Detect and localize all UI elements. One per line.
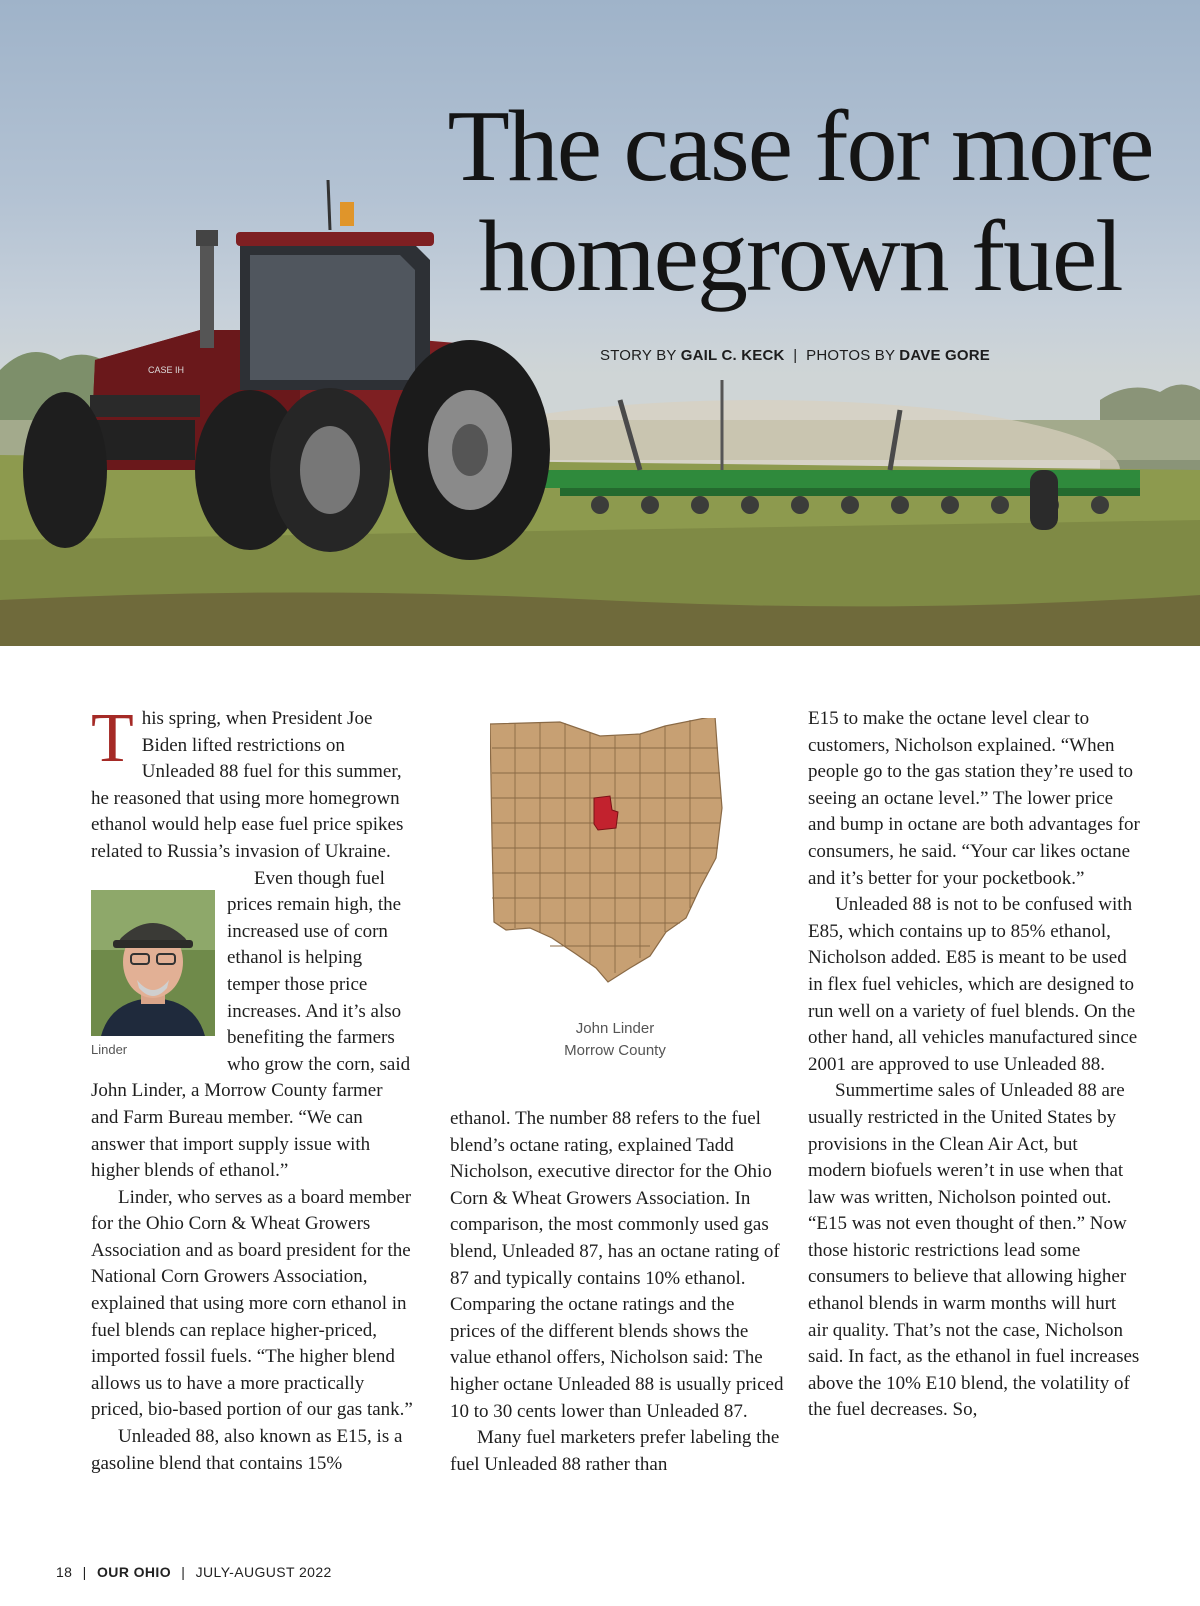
map-caption-name: John Linder [575,1020,655,1037]
title-line-2: homegrown fuel [478,200,1122,313]
paragraph-5: ethanol. The number 88 refers to the fuel blend’s octane rating, explained Tadd Nicholson, executive director for the Ohio Corn & Wheat Growers Association. In comparison, the most commonly used gas blend, Unleaded 87, has an octane rating of 87 and typically contains 10% ethanol. Comparing the octane ratings and the prices of the different blends shows the value ethanol offers, Nicholson said: The higher octane Unleaded 88 is usually priced 10 to 30 cents lower than Unleaded 87. [450,1108,784,1422]
paragraph-7: E15 to make the octane level clear to customers, Nicholson explained. “When people go to the gas station they’re used to seeing an octane level.” The lower price and bump in octane are both advantages for consumers, he said. “Your car likes octane and it’s better for your pocketbook.” [808,708,1140,889]
photo-caption: Linder [91,1041,128,1057]
drop-cap: T [91,700,134,777]
paragraph-3: Linder, who serves as a board member for the Ohio Corn & Wheat Growers Association and as board president for the National Corn Growers Association, explained that using more corn ethanol in fuel blends can replace higher-priced, imported fossil fuels. “The higher blend allows us to have a more practically priced, bio-based portion of our gas tank.” [91,1186,413,1421]
paragraph-6: Many fuel marketers prefer labeling the fuel Unleaded 88 rather than [450,1427,780,1475]
map-caption [500,1018,730,1062]
ohio-state-shape [490,718,722,982]
paragraph-4: Unleaded 88, also known as E15, is a gasoline blend that contains 15% [91,1426,403,1474]
paragraph-9: Summertime sales of Unleaded 88 are usually restricted in the United States by provisions in the Clean Air Act, but modern biofuels weren’t in use when that law was written, Nicholson pointed out. “E15 was not even thought of then.” Now those historic restrictions lead some consumers to believe that allowing higher ethanol blends in warm months will hurt air quality. That’s not the case, Nicholson said. In fact, as the ethanol in fuel increases above the 10% E10 blend, the volatility of the fuel decreases. So, [808,1080,1140,1421]
article-column-2 [450,1106,784,1478]
paragraph-2-text: Even though fuel prices remain high, the increased use of corn ethanol is helping temper those price increases. And it’s also benefiting the farmers who grow the corn, said John Linder, a Morrow County farmer and Farm Bureau member. “We can answer that import supply issue with higher blends of ethanol.” [91,867,411,1182]
article-column-3 [808,706,1140,1424]
hero-photo [0,0,1200,646]
paragraph-8: Unleaded 88 is not to be confused with E85, which contains up to 85% ethanol, Nicholson added. E85 is meant to be used in flex fuel vehicles, which are designed to run well on a variety of fuel blends. On the other hand, all vehicles manufactured since 2001 are approved to use Unleaded 88. [808,894,1138,1075]
paragraph-intro [91,700,413,866]
byline-photographer: DAVE GORE [899,347,990,364]
linder-photo-block [91,890,215,1066]
byline-photos-label: PHOTOS BY [806,347,895,364]
john-linder-portrait [91,890,215,1036]
byline-story-label: STORY BY [600,347,677,364]
title-line-1: The case for more [447,90,1153,203]
byline-author: GAIL C. KECK [680,347,785,364]
page-number: 18 [56,1564,73,1580]
paragraph-intro-text: his spring, when President Joe Biden lifted restrictions on Unleaded 88 fuel for this summer, he reasoned that using more homegrown ethanol would help ease fuel price spikes related to Russia’s invasion of Ukraine. [91,708,404,862]
article-column-1 [91,700,413,1477]
article-title [430,92,1170,312]
issue-date: JULY-AUGUST 2022 [195,1564,332,1580]
paragraph-2 [91,866,413,1185]
map-caption-county: Morrow County [564,1042,666,1059]
byline: STORY BY GAIL C. KECK | PHOTOS BY DAVE GORE [600,347,990,364]
publication-name: OUR OHIO [97,1564,171,1580]
page-footer: 18 | OUR OHIO | JULY-AUGUST 2022 [56,1564,332,1580]
ohio-county-map [490,718,740,988]
tractor-badge: CASE IH [148,365,185,375]
